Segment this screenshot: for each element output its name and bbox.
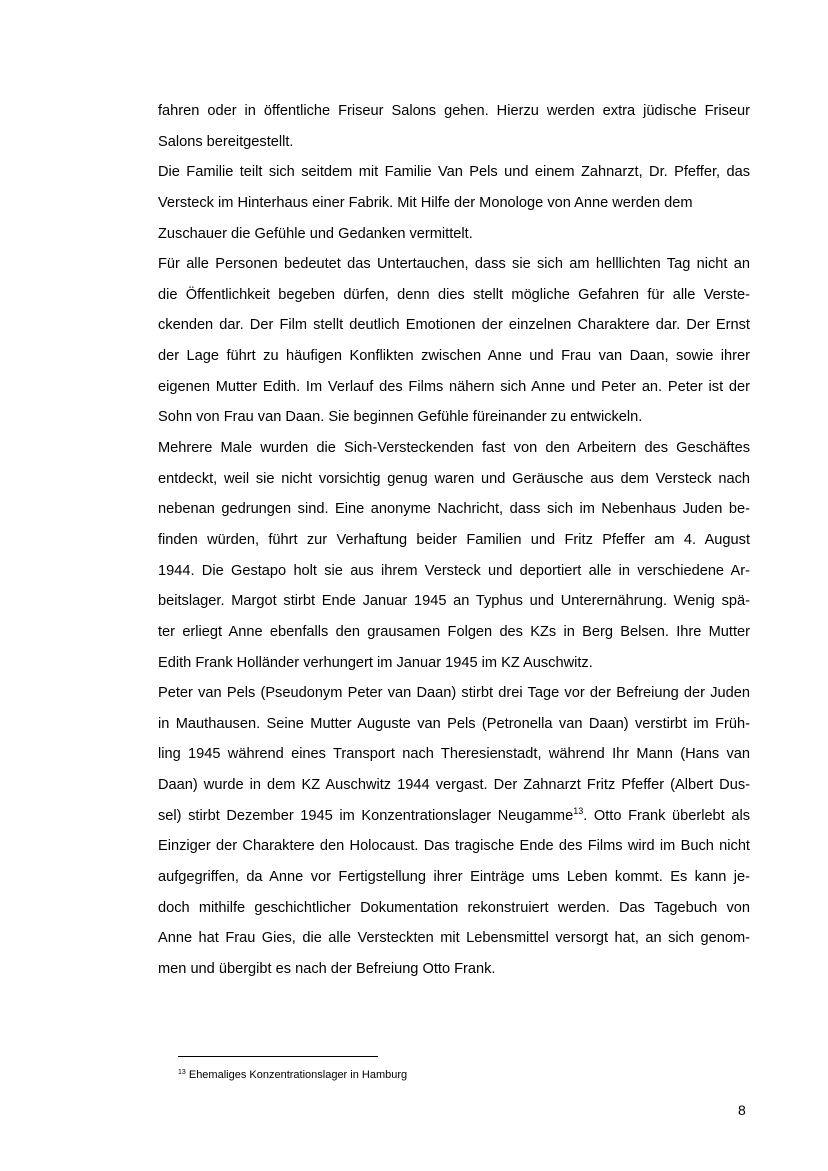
text-line: finden würden, führt zur Verhaftung beider Familien und Fritz Pfeffer am 4. August <box>158 531 750 548</box>
footnote-reference: 13 <box>573 805 584 816</box>
footnote-text: Ehemaliges Konzentrationslager in Hamburg <box>185 1069 408 1081</box>
text-line: Einziger der Charaktere den Holocaust. Das tragische Ende des Films wird im Buch nicht <box>158 838 750 855</box>
text-line: Peter van Pels (Pseudonym Peter van Daan) stirbt drei Tage vor der Befreiung der Juden <box>158 685 750 702</box>
text-line: in Mauthausen. Seine Mutter Auguste van Pels (Petronella van Daan) verstirbt im Früh- <box>158 715 750 732</box>
body-text <box>158 96 750 985</box>
text-line: Daan) wurde in dem KZ Auschwitz 1944 vergast. Der Zahnarzt Fritz Pfeffer (Albert Dus- <box>158 777 750 794</box>
text-segment: sel) stirbt Dezember 1945 im Konzentrationslager Neugamme <box>158 807 574 824</box>
text-line: doch mithilfe geschichtlicher Dokumentation rekonstruiert werden. Das Tagebuch von <box>158 899 750 916</box>
text-segment: . Otto Frank überlebt als <box>583 807 750 824</box>
text-line: Versteck im Hinterhaus einer Fabrik. Mit Hilfe der Monologe von Anne werden dem <box>158 194 693 211</box>
text-line: Zuschauer die Gefühle und Gedanken vermittelt. <box>158 225 473 242</box>
text-line: entdeckt, weil sie nicht vorsichtig genug waren und Geräusche aus dem Versteck nach <box>158 470 750 487</box>
text-line: ckenden dar. Der Film stellt deutlich Emotionen der einzelnen Charaktere dar. Der Ernst <box>158 317 750 334</box>
text-line: der Lage führt zu häufigen Konflikten zwischen Anne und Frau van Daan, sowie ihrer <box>158 348 750 365</box>
text-line <box>158 801 750 832</box>
text-line: Edith Frank Holländer verhungert im Januar 1945 im KZ Auschwitz. <box>158 654 593 671</box>
text-line: 1944. Die Gestapo holt sie aus ihrem Versteck und deportiert alle in verschiedene Ar- <box>158 562 750 579</box>
text-line: Für alle Personen bedeutet das Untertauchen, dass sie sich am helllichten Tag nicht an <box>158 256 750 273</box>
text-line: men und übergibt es nach der Befreiung Otto Frank. <box>158 960 496 977</box>
text-line: ling 1945 während eines Transport nach Theresienstadt, während Ihr Mann (Hans van <box>158 746 750 763</box>
text-line: Die Familie teilt sich seitdem mit Familie Van Pels und einem Zahnarzt, Dr. Pfeffer, das <box>158 164 750 181</box>
text-line: aufgegriffen, da Anne vor Fertigstellung ihrer Einträge ums Leben kommt. Es kann je- <box>158 869 750 886</box>
text-line: Anne hat Frau Gies, die alle Versteckten mit Lebensmittel versorgt hat, an sich genom- <box>158 930 750 947</box>
text-line: Salons bereitgestellt. <box>158 133 294 150</box>
text-line: Sohn von Frau van Daan. Sie beginnen Gefühle füreinander zu entwickeln. <box>158 409 643 426</box>
text-line: beitslager. Margot stirbt Ende Januar 1945 an Typhus und Unterernährung. Wenig spä- <box>158 593 750 610</box>
footnote-number: 13 <box>178 1069 186 1076</box>
footnote <box>178 1069 407 1081</box>
text-line: ter erliegt Anne ebenfalls den grausamen Folgen des KZs in Berg Belsen. Ihre Mutter <box>158 623 750 640</box>
text-line: die Öffentlichkeit begeben dürfen, denn dies stellt mögliche Gefahren für alle Verste- <box>158 286 750 303</box>
text-line: Mehrere Male wurden die Sich-Versteckenden fast von den Arbeitern des Geschäftes <box>158 440 750 457</box>
page-number: 8 <box>738 1102 746 1118</box>
text-line: fahren oder in öffentliche Friseur Salons gehen. Hierzu werden extra jüdische Friseur <box>158 103 750 119</box>
text-line: nebenan gedrungen sind. Eine anonyme Nachricht, dass sich im Nebenhaus Juden be- <box>158 501 750 518</box>
footnote-separator <box>178 1056 378 1057</box>
text-line: eigenen Mutter Edith. Im Verlauf des Films nähern sich Anne und Peter an. Peter ist der <box>158 378 750 395</box>
